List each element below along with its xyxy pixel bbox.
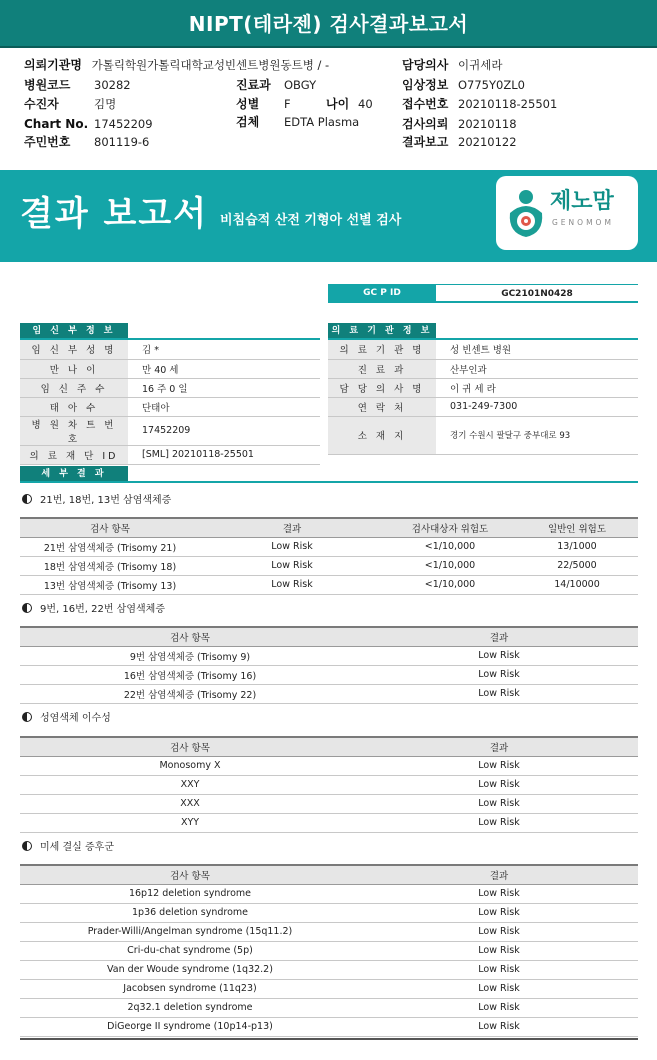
table-row: Jacobsen syndrome (11q23) Low Risk [20,979,638,998]
table-row: Monosomy X Low Risk [20,756,638,775]
table-header-row: 검사 항목 결과 [20,737,638,756]
table-row: 의 료 재 단 ID [SML] 20210118-25501 [20,445,320,464]
header-patient: 수진자 김명 [24,97,117,111]
header-receipt-no: 접수번호 20210118-25501 [402,97,558,111]
group3-title: 성염색체 이수성 [22,712,111,726]
table-row: 13번 삼염색체증 (Trisomy 13) Low Risk <1/10,000 14/10000 [20,575,638,594]
half-circle-icon [22,603,32,613]
table-row: Van der Woude syndrome (1q32.2) Low Risk [20,960,638,979]
genomom-logo [496,176,638,250]
header-chart-no: Chart No. 17452209 [24,117,153,131]
table-row: 소 재 지 경기 수원시 팔달구 중부대로 93 [328,416,638,454]
table-row: Cri-du-chat syndrome (5p) Low Risk [20,941,638,960]
table-row: DiGeorge II syndrome (10p14-p13) Low Risk [20,1017,638,1036]
table-row: 태 아 수 단태아 [20,397,320,416]
table-row: 의 료 기 관 명 성 빈센트 병원 [328,340,638,359]
table-row: 임 신 부 성 명 김 * [20,340,320,359]
gcp-id-label: GC P ID [328,284,436,303]
header-clinical-info: 임상정보 O775Y0ZL0 [402,78,525,92]
genomom-logo-icon [504,185,548,241]
details-header: 세 부 결 과 [20,466,128,483]
table-row: 연 락 처 031-249-7300 [328,397,638,416]
table-header-row: 검사 항목 결과 [20,627,638,646]
table-row: 16번 삼염색체증 (Trisomy 16) Low Risk [20,665,638,684]
gcp-id-value: GC2101N0428 [436,284,638,303]
banner-subtitle: 비침습적 산전 기형아 선별 검사 [220,213,402,228]
group1-title: 21번, 18번, 13번 삼염색체증 [22,494,171,508]
group1-table [20,517,638,595]
header-report-date: 결과보고 20210122 [402,135,517,149]
table-row: XXX Low Risk [20,794,638,813]
institution-info-table [328,340,638,455]
group3-table [20,736,638,833]
table-row: XXY Low Risk [20,775,638,794]
table-row: XYY Low Risk [20,813,638,832]
header-sex-age: 성별 F 나이 40 [236,97,373,111]
table-header-row: 검사 항목 결과 [20,865,638,884]
pregnant-info-table [20,340,320,465]
table-row: 만 나 이 만 40 세 [20,359,320,378]
table-row: 병 원 차 트 번 호 17452209 [20,416,320,445]
header-dept: 진료과 OBGY [236,78,317,92]
half-circle-icon [22,712,32,722]
table-row: 18번 삼염색체증 (Trisomy 18) Low Risk <1/10,000 22/5000 [20,556,638,575]
table-row: 담 당 의 사 명 이 귀 세 라 [328,378,638,397]
table-row: 2q32.1 deletion syndrome Low Risk [20,998,638,1017]
half-circle-icon [22,841,32,851]
group2-table [20,626,638,704]
table-row: 1p36 deletion syndrome Low Risk [20,903,638,922]
bottom-divider [20,1038,638,1040]
header-specimen: 검체 EDTA Plasma [236,115,360,129]
table-row: 9번 삼염색체증 (Trisomy 9) Low Risk [20,646,638,665]
header-request-date: 검사의뢰 20210118 [402,117,517,131]
table-header-row: 검사 항목 결과 검사대상자 위험도 일반인 위험도 [20,518,638,537]
logo-subtext: GENOMOM [552,218,614,227]
details-divider [20,481,638,483]
table-row: 21번 삼염색체증 (Trisomy 21) Low Risk <1/10,000 13/1000 [20,537,638,556]
header-doctor: 담당의사 이귀세라 [402,58,503,72]
group2-title: 9번, 16번, 22번 삼염색체증 [22,603,165,617]
table-row: 16p12 deletion syndrome Low Risk [20,884,638,903]
table-row: 임 신 주 수 16 주 0 일 [20,378,320,397]
group4-table [20,864,638,1037]
page-title: NIPT(테라젠) 검사결과보고서 [0,0,657,48]
header-hospital-code: 병원코드 30282 [24,78,131,92]
pregnant-info-header: 임 신 부 정 보 [20,323,128,340]
header-resident-no: 주민번호 801119-6 [24,135,150,149]
table-row: Prader-Willi/Angelman syndrome (15q11.2) Low Risk [20,922,638,941]
half-circle-icon [22,494,32,504]
banner-title: 결과 보고서 [20,194,209,234]
group4-title: 미세 결실 증후군 [22,841,114,855]
header-institution: 의뢰기관명 가톨릭학원가톨릭대학교성빈센트병원동트병 / - [24,58,330,72]
table-row: 진 료 과 산부인과 [328,359,638,378]
table-row: 22번 삼염색체증 (Trisomy 22) Low Risk [20,684,638,703]
logo-text: 제노맘 [550,189,614,214]
institution-info-header: 의 료 기 관 정 보 [328,323,436,340]
